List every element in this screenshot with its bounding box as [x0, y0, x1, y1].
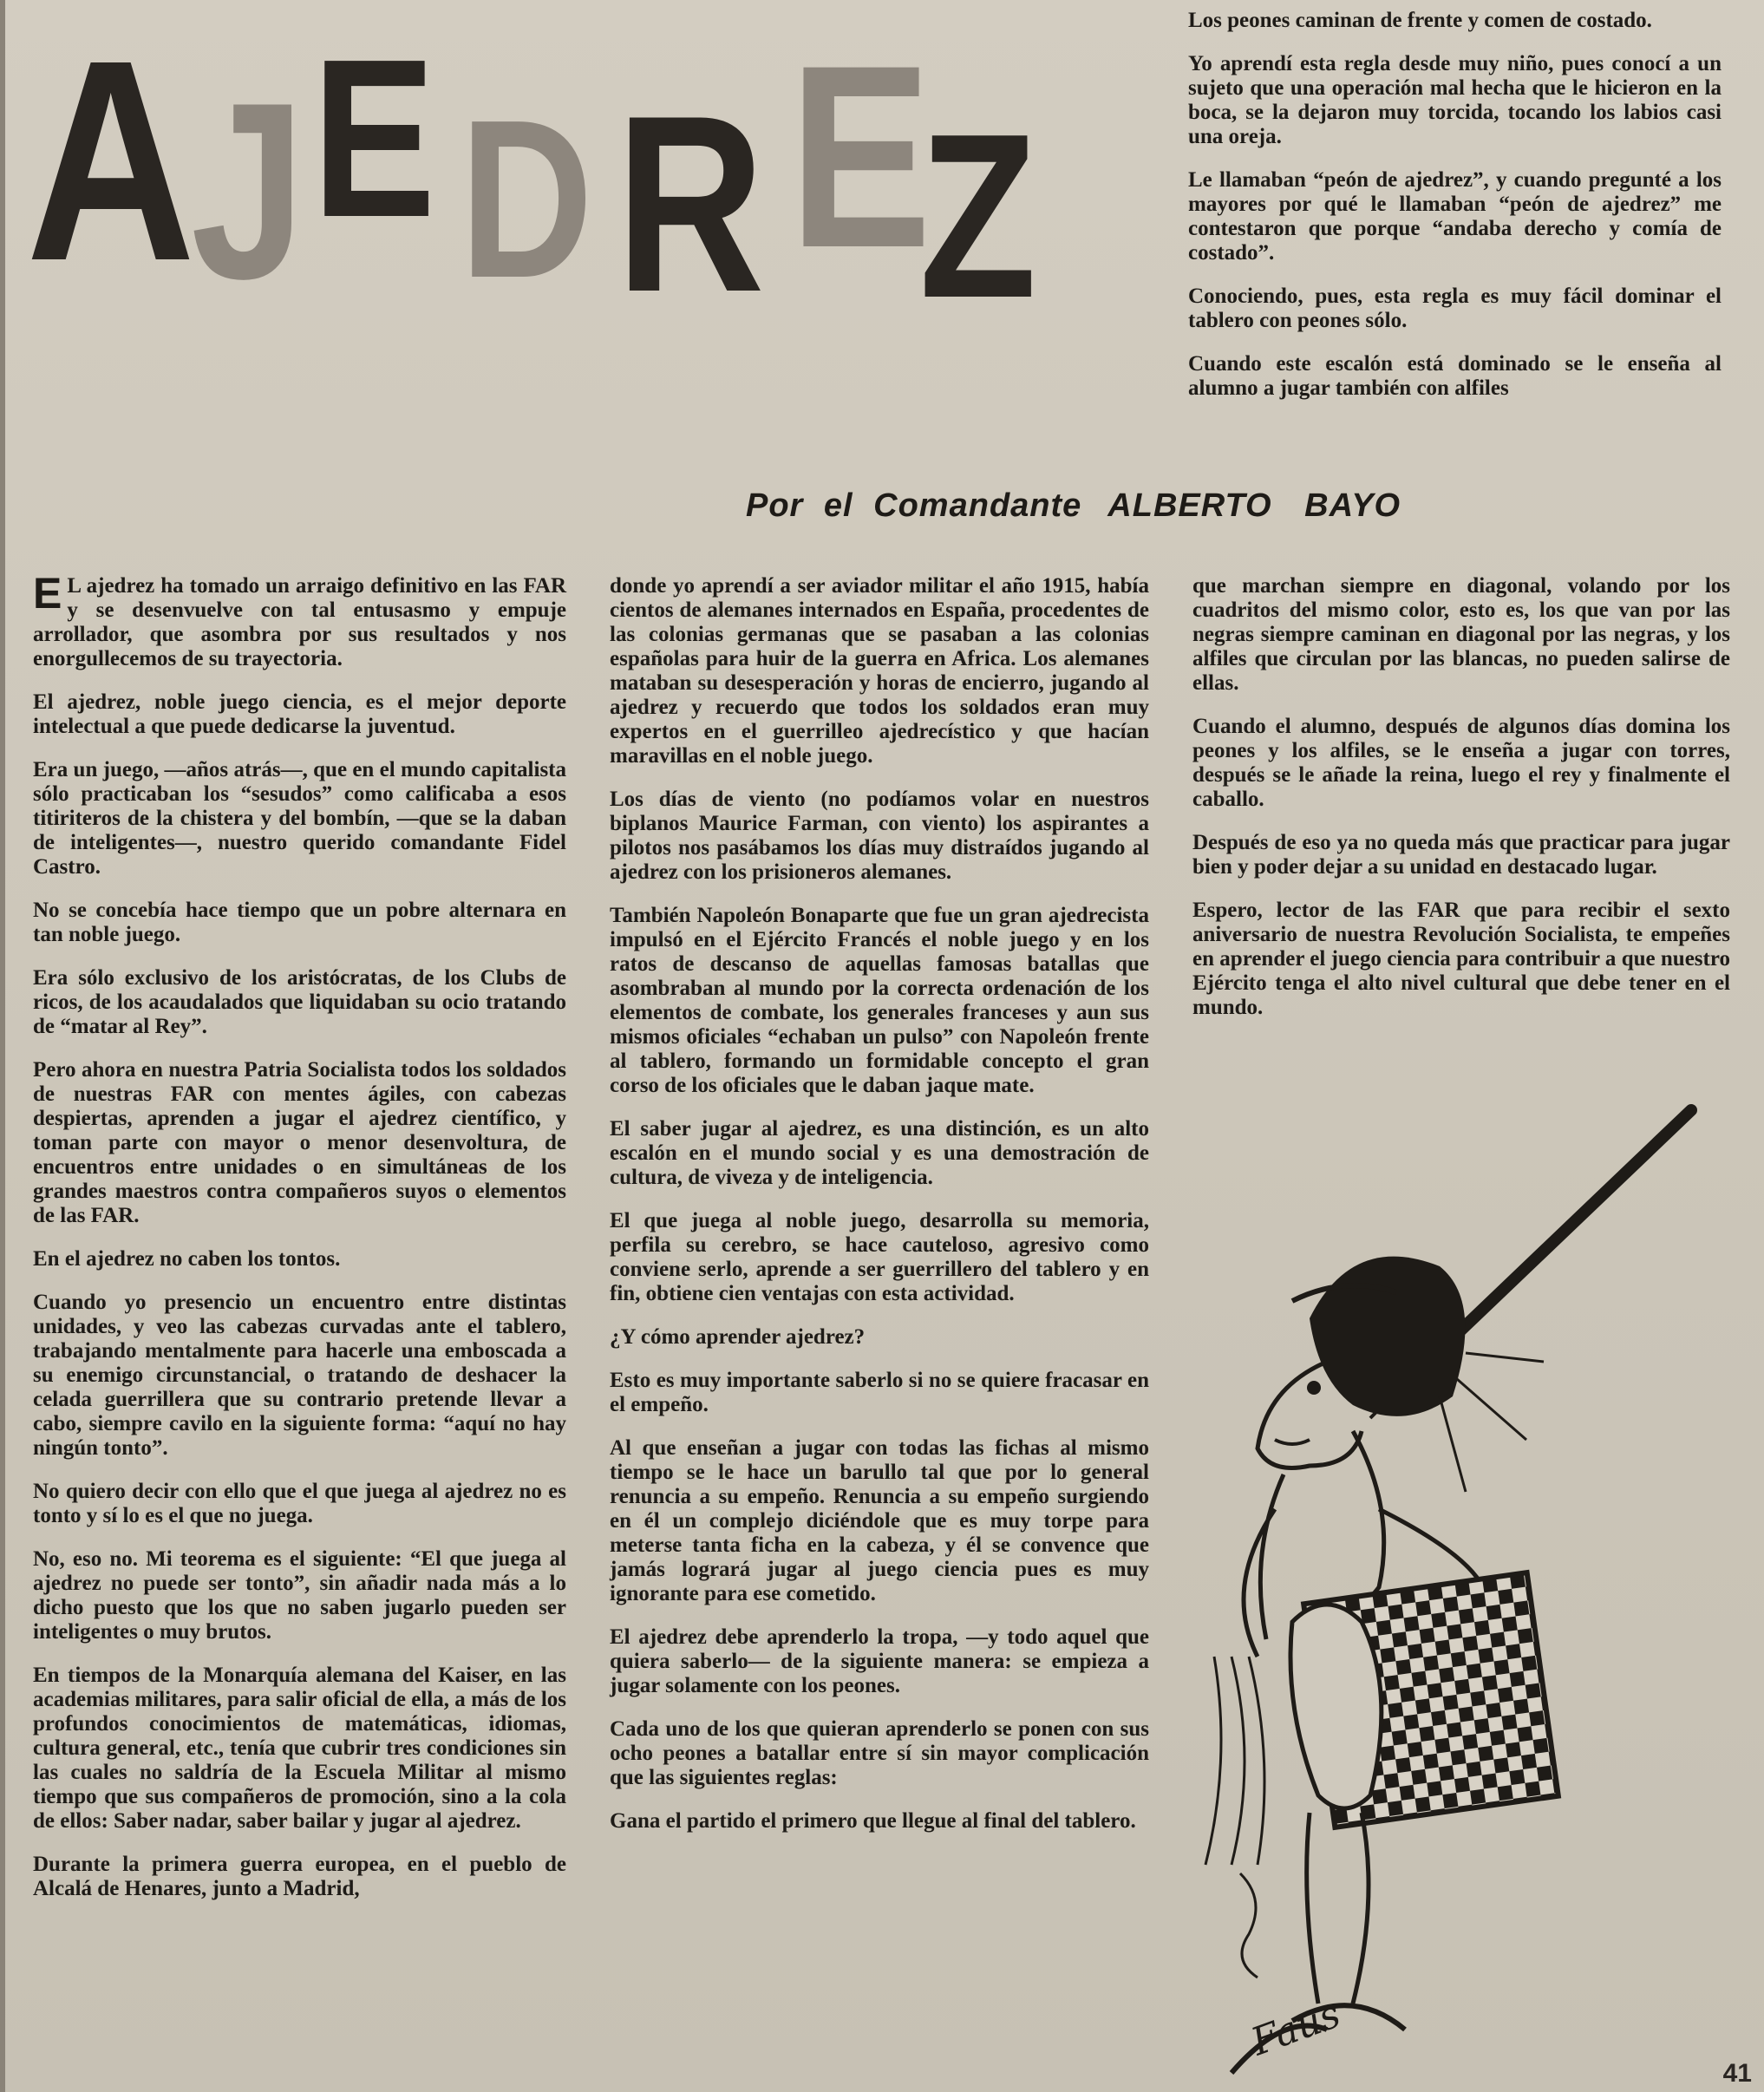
- paragraph: Cuando yo presencio un encuentro entre distintas unidades, y veo las cabezas curvadas ante el tablero, trabajando mentalmente para hacerle una emboscada a su enemigo circunstancial, o tratando de deshacer la celada guerrillera que su contrario pretende llevar a cabo, siempre cavilo en la siguiente forma: “aquí no hay ningún tonto”.: [33, 1291, 566, 1460]
- paragraph: Le llamaban “peón de ajedrez”, y cuando pregunté a los mayores por qué le llamaban “peón de ajedrez” me contestaron que porque “andaba derecho y comía de costado”.: [1188, 168, 1722, 265]
- byline: [746, 487, 1401, 525]
- paragraph: Los peones caminan de frente y comen de costado.: [1188, 9, 1652, 32]
- byline-prefix: Por el Comandante: [746, 487, 1082, 524]
- paragraph: Cuando este escalón está dominado se le enseña al alumno a jugar también con alfiles: [1188, 352, 1722, 400]
- paragraph: También Napoleón Bonaparte que fue un gran ajedrecista impulsó en el Ejército Francés el noble juego y en los ratos de descanso de aquellas famosas batallas que asombraban al mundo por la correcta ordenación de los elementos de combate, los generales franceses y aun sus mismos oficiales “echaban un pulso” con Napoleón frente al tablero, formando un formidable concepto el gran corso de los oficiales que le daban jaque mate.: [610, 904, 1149, 1097]
- paragraph: No se concebía hace tiempo que un pobre alternara en tan noble juego.: [33, 899, 566, 946]
- paragraph: El saber jugar al ajedrez, es una distinción, es un alto escalón en el mundo social y es una demostración de cultura, de viveza y de inteligencia.: [610, 1117, 1149, 1189]
- subheading: ¿Y cómo aprender ajedrez?: [610, 1325, 866, 1349]
- paragraph: Pero ahora en nuestra Patria Socialista todos los soldados de nuestras FAR con mentes ágiles, con cabezas despiertas, aprenden a jugar el ajedrez científico, y toman parte con mayor o menor desenvoltura, de encuentros entre unidades o en simultáneas de los grandes maestros contra compañeros suyos o elementos de las FAR.: [33, 1058, 566, 1227]
- paragraph: Esto es muy importante saberlo si no se quiere fracasar en el empeño.: [610, 1369, 1149, 1416]
- title-letter: D: [460, 74, 593, 325]
- title-letter: E: [789, 10, 932, 302]
- paragraph: Gana el partido el primero que llegue al final del tablero.: [610, 1809, 1136, 1833]
- column-1: [33, 569, 566, 1920]
- paragraph: No, eso no. Mi teorema es el siguiente: “El que juega al ajedrez no puede ser tonto”, sin añadir nada más a lo dicho puesto que los que no saben jugarlo pueden ser inteligentes o muy brutos.: [33, 1547, 566, 1644]
- title-letter: R: [616, 63, 765, 344]
- paragraph: Era sólo exclusivo de los aristócratas, de los Clubs de ricos, de los acaudalados que liquidaban su ocio tratando de “matar al Rey”.: [33, 966, 566, 1038]
- paragraph: El que juega al noble juego, desarrolla su memoria, perfila su cerebro, se hace cauteloso, agresivo como conviene serlo, aprende a ser guerrillero del tablero y en fin, obtiene cien ventajas con esta actividad.: [610, 1209, 1149, 1305]
- lead-text: L ajedrez ha tomado un arraigo definitivo en las FAR y se desenvuelve con tal entusasmo y empuje arrollador, que asombra por sus resultados y nos enorgullecemos de su trayectoria.: [33, 574, 566, 670]
- title-letter: Z: [919, 86, 1037, 347]
- paragraph: No quiero decir con ello que el que juega al ajedrez no es tonto y sí lo es el que no juega.: [33, 1480, 566, 1527]
- paragraph: El ajedrez debe aprenderlo la tropa, —y todo aquel que quiera saberlo— de la siguiente manera: se empieza a jugar solamente con los peones.: [610, 1625, 1149, 1697]
- soldier-chessboard-illustration: [1179, 1102, 1735, 2090]
- page-edge: [0, 0, 5, 2092]
- paragraph: donde yo aprendí a ser aviador militar el año 1915, había cientos de alemanes internados en España, procedentes de las colonias germanas que se pasaban a las colonias españolas para huir de la guerra en Africa. Los alemanes mataban su desesperación y horas de encierro, jugando al ajedrez y recuerdo que todos los soldados eran muy expertos en el guerrilleo ajedrecístico y que hacían maravillas en el noble juego.: [610, 574, 1149, 768]
- paragraph: En tiempos de la Monarquía alemana del Kaiser, en las academias militares, para salir oficial de ella, a más de los profundos conocimientos de matemáticas, idiomas, cultura general, etc., tenía que cubrir tres condiciones sin las cuales no saldría de la Escuela Militar al mismo tiempo que sus compañeros de promoción, sino a la cola de ellos: Saber nadar, saber bailar y jugar al ajedrez.: [33, 1664, 566, 1833]
- drop-cap: E: [33, 569, 62, 618]
- paragraph: El ajedrez, noble juego ciencia, es el mejor deporte intelectual a que puede dedicarse la juventud.: [33, 690, 566, 738]
- artist-signature: Faus: [1245, 1991, 1347, 2065]
- paragraph: Yo aprendí esta regla desde muy niño, pues conocí a un sujeto que una operación mal hecha que le hicieron en la boca, se la dejaron muy torcida, tocando los labios casi una oreja.: [1188, 52, 1722, 148]
- author-name: ALBERTO BAYO: [1107, 487, 1401, 524]
- column-3: [1192, 574, 1730, 1039]
- paragraph: Al que enseñan a jugar con todas las fichas al mismo tiempo se le hace un barullo tal que por lo general renuncia a su empeño. Renuncia a su empeño surgiendo en él un complejo diciéndole que es muy torpe para meterse tanta ficha en la cabeza, y él se convence que jamás logrará jugar al juego ciencia pues es muy ignorante para ese cometido.: [610, 1436, 1149, 1605]
- paragraph: Los días de viento (no podíamos volar en nuestros biplanos Maurice Farman, con viento) los aspirantes a pilotos nos pasábamos los días muy distraídos jugando al ajedrez con los prisioneros alemanes.: [610, 788, 1149, 884]
- paragraph: Durante la primera guerra europea, en el pueblo de Alcalá de Henares, junto a Madrid,: [33, 1853, 566, 1900]
- article-title: [26, 0, 1179, 382]
- paragraph: En el ajedrez no caben los tontos.: [33, 1247, 341, 1271]
- lead-paragraph: [33, 569, 566, 671]
- paragraph: Era un juego, —años atrás—, que en el mundo capitalista sólo practicaban los “sesudos” como calificaba a esos titiriteros de la chistera y del bombín, —que se la daban de inteligentes—, nuestro querido comandante Fidel Castro.: [33, 758, 566, 879]
- paragraph: Cuando el alumno, después de algunos días domina los peones y los alfiles, se le enseña a jugar con torres, después se le añade la reina, luego el rey y finalmente el caballo.: [1192, 715, 1730, 811]
- paragraph: Cada uno de los que quieran aprenderlo se ponen con sus ocho peones a batallar entre sí sin mayor complicación que las siguientes reglas:: [610, 1717, 1149, 1789]
- page-number: 41: [1722, 2059, 1752, 2088]
- paragraph: Conociendo, pues, esta regla es muy fácil dominar el tablero con peones sólo.: [1188, 284, 1722, 332]
- title-letter: A: [26, 0, 196, 320]
- paragraph: Después de eso ya no queda más que practicar para jugar bien y poder dejar a su unidad en destacado lugar.: [1192, 831, 1730, 879]
- title-letter: E: [312, 13, 436, 265]
- paragraph: que marchan siempre en diagonal, volando por los cuadritos del mismo color, esto es, los que van por las negras siempre caminan en diagonal por las negras, y los alfiles que circulan por las blancas, no pueden salirse de ellas.: [1192, 574, 1730, 695]
- top-right-column: [1188, 9, 1722, 420]
- paragraph: Espero, lector de las FAR que para recibir el sexto aniversario de nuestra Revolución Socialista, te empeñes en aprender el juego ciencia para contribuir a que nuestro Ejército tenga el alto nivel cultural que debe tener en el mundo.: [1192, 899, 1730, 1019]
- title-letter: J: [191, 50, 306, 331]
- column-2: [610, 574, 1149, 1853]
